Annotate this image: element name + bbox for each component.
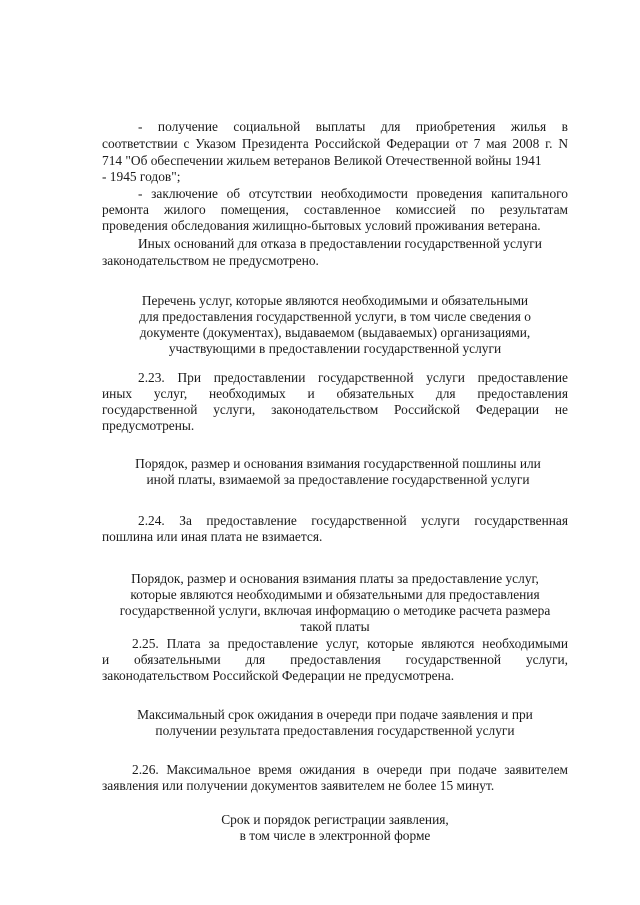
text-line: 2.23. При предоставлении государственной услуги предоставление: [138, 370, 568, 385]
heading-line: для предоставления государственной услуги, в том числе сведения о: [139, 309, 531, 324]
text-line: - 1945 годов";: [102, 169, 181, 184]
text-line: пошлина или иная плата не взимается.: [102, 529, 323, 544]
text-line: Иных оснований для отказа в предоставлении государственной услуги: [138, 236, 542, 251]
text-line: ремонта жилого помещения, составленное комиссией по результатам: [102, 202, 568, 217]
heading-line: Порядок, размер и основания взимания платы за предоставление услуг,: [131, 571, 539, 586]
text-line: - заключение об отсутствии необходимости проведения капитального: [138, 186, 568, 201]
text-line: 2.25. Плата за предоставление услуг, которые являются необходимыми: [132, 636, 568, 651]
text-line: 2.26. Максимальное время ожидания в очереди при подаче заявителем: [132, 762, 568, 777]
text-line: заявления или получении документов заявителем не более 15 минут.: [102, 778, 495, 793]
text-line: 2.24. За предоставление государственной услуги государственная: [138, 513, 568, 528]
text-line: законодательством Российской Федерации не предусмотрена.: [102, 668, 455, 683]
heading-line: Максимальный срок ожидания в очереди при подаче заявления и при: [137, 707, 533, 722]
text-line: проведения обследования жилищно-бытовых условий проживания ветерана.: [102, 218, 541, 233]
heading-line: такой платы: [300, 619, 370, 634]
heading-line: получении результата предоставления государственной услуги: [155, 723, 515, 738]
heading-line: Порядок, размер и основания взимания государственной пошлины или: [135, 456, 541, 471]
heading-line: в том числе в электронной форме: [239, 828, 431, 843]
heading-line: Срок и порядок регистрации заявления,: [221, 812, 449, 827]
heading-line: которые являются необходимыми и обязательными для предоставления: [130, 587, 540, 602]
text-line: соответствии с Указом Президента Российской Федерации от 7 мая 2008 г. N: [102, 136, 568, 151]
text-line: и обязательными для предоставления государственной услуги,: [102, 652, 568, 667]
text-line: - получение социальной выплаты для приобретения жилья в: [138, 119, 568, 134]
text-line: государственной услуги, законодательством Российской Федерации не: [102, 402, 568, 417]
heading-line: государственной услуги, включая информацию о методике расчета размера: [119, 603, 551, 618]
text-line: предусмотрены.: [102, 418, 195, 433]
heading-line: документе (документах), выдаваемом (выдаваемых) организациями,: [139, 325, 531, 340]
text-line: законодательством не предусмотрено.: [102, 253, 319, 268]
text-line: иных услуг, необходимых и обязательных для предоставления: [102, 386, 568, 401]
heading-line: участвующими в предоставлении государственной услуги: [168, 341, 502, 356]
text-line: 714 "Об обеспечении жильем ветеранов Великой Отечественной войны 1941: [102, 153, 542, 168]
heading-line: Перечень услуг, которые являются необходимыми и обязательными: [141, 293, 529, 308]
heading-line: иной платы, взимаемой за предоставление государственной услуги: [146, 472, 530, 487]
